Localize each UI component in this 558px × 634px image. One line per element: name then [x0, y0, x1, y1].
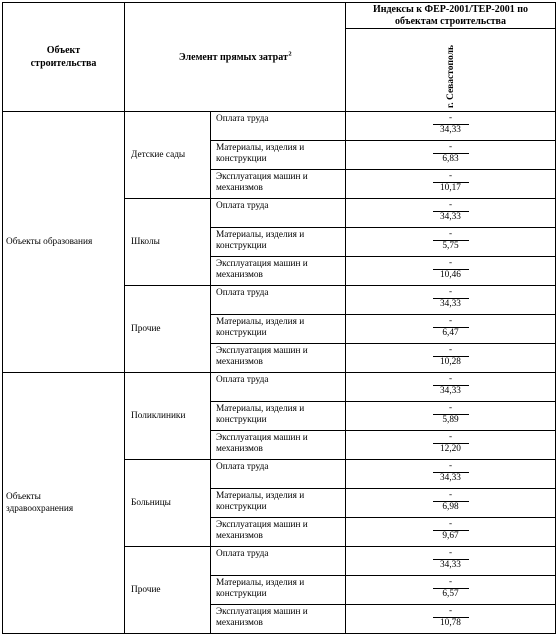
index-fraction: [433, 547, 469, 573]
index-value-cell: [346, 431, 556, 460]
cost-element-cell: [211, 605, 346, 634]
index-denominator: 10,17: [440, 183, 461, 193]
index-fraction: [433, 605, 469, 631]
index-denominator: 34,33: [440, 386, 461, 396]
index-denominator: 34,33: [440, 560, 461, 570]
index-fraction: [433, 228, 469, 254]
index-value-cell: [346, 315, 556, 344]
index-denominator: 9,67: [442, 531, 459, 541]
object-group-name: Объекты образования: [6, 237, 93, 247]
index-denominator: 34,33: [440, 125, 461, 135]
cost-element-cell: [211, 518, 346, 547]
index-fraction: [433, 460, 469, 486]
cost-element-label: Эксплуатация машин и механизмов: [216, 172, 308, 193]
index-numerator: -: [448, 519, 453, 529]
index-value-cell: [346, 344, 556, 373]
index-numerator: -: [448, 258, 453, 268]
cost-element-cell: [211, 141, 346, 170]
index-numerator: -: [448, 461, 453, 471]
header-element-label: Элемент прямых затрат: [178, 51, 288, 63]
object-subgroup-cell: [125, 373, 211, 460]
index-numerator: -: [448, 403, 453, 413]
index-numerator: -: [448, 432, 453, 442]
index-fraction: [433, 518, 469, 544]
object-subgroup-cell: [125, 112, 211, 199]
index-numerator: -: [448, 171, 453, 181]
cost-element-label: Эксплуатация машин и механизмов: [216, 346, 308, 367]
index-table: [2, 2, 556, 634]
index-denominator: 34,33: [440, 212, 461, 222]
header-element-footnote: 2: [288, 50, 292, 58]
cost-element-label: Эксплуатация машин и механизмов: [216, 259, 308, 280]
index-value-cell: [346, 228, 556, 257]
cost-element-label: Оплата труда: [216, 114, 269, 124]
object-subgroup-name: Поликлиники: [131, 411, 186, 421]
index-denominator: 10,78: [440, 618, 461, 628]
index-value-cell: [346, 286, 556, 315]
index-fraction: [433, 315, 469, 341]
index-value-cell: [346, 460, 556, 489]
cost-element-label: Материалы, изделия и конструкции: [216, 491, 305, 512]
index-fraction: [433, 344, 469, 370]
index-numerator: -: [448, 577, 453, 587]
index-value-cell: [346, 112, 556, 141]
cost-element-cell: [211, 257, 346, 286]
header-indices: [346, 3, 556, 29]
index-denominator: 10,28: [440, 357, 461, 367]
index-value-cell: [346, 170, 556, 199]
cost-element-label: Материалы, изделия и конструкции: [216, 143, 305, 164]
header-city-label: г. Севастополь: [445, 44, 456, 108]
cost-element-cell: [211, 460, 346, 489]
index-numerator: -: [448, 606, 453, 616]
cost-element-cell: [211, 228, 346, 257]
cost-element-label: Оплата труда: [216, 288, 269, 298]
index-numerator: -: [448, 229, 453, 239]
index-denominator: 5,89: [442, 415, 459, 425]
index-numerator: -: [448, 113, 453, 123]
index-fraction: [433, 170, 469, 196]
index-denominator: 12,20: [440, 444, 461, 454]
cost-element-cell: [211, 286, 346, 315]
table-row: [3, 373, 556, 402]
index-denominator: 6,47: [442, 328, 459, 338]
table-row: [3, 112, 556, 141]
index-numerator: -: [448, 490, 453, 500]
header-object-label: Объект строительства: [30, 45, 97, 69]
index-fraction: [433, 112, 469, 138]
object-group-name: Объекты здравоохранения: [6, 492, 74, 514]
index-value-cell: [346, 489, 556, 518]
cost-element-cell: [211, 199, 346, 228]
index-denominator: 6,98: [442, 502, 459, 512]
cost-element-cell: [211, 344, 346, 373]
index-value-cell: [346, 141, 556, 170]
index-denominator: 6,83: [442, 154, 459, 164]
index-value-cell: [346, 605, 556, 634]
header-element: [125, 3, 346, 112]
index-numerator: -: [448, 316, 453, 326]
cost-element-cell: [211, 112, 346, 141]
cost-element-cell: [211, 431, 346, 460]
cost-element-label: Оплата труда: [216, 201, 269, 211]
index-fraction: [433, 576, 469, 602]
index-fraction: [433, 402, 469, 428]
object-subgroup-cell: [125, 547, 211, 634]
index-value-cell: [346, 576, 556, 605]
index-value-cell: [346, 373, 556, 402]
index-table-body: [3, 3, 556, 634]
object-subgroup-name: Детские сады: [131, 150, 186, 160]
object-subgroup-name: Прочие: [131, 324, 161, 334]
object-subgroup-cell: [125, 199, 211, 286]
index-value-cell: [346, 518, 556, 547]
cost-element-label: Эксплуатация машин и механизмов: [216, 607, 308, 628]
index-fraction: [433, 373, 469, 399]
index-fraction: [433, 286, 469, 312]
index-value-cell: [346, 199, 556, 228]
index-fraction: [433, 199, 469, 225]
cost-element-cell: [211, 576, 346, 605]
index-numerator: -: [448, 548, 453, 558]
index-fraction: [433, 431, 469, 457]
cost-element-cell: [211, 402, 346, 431]
header-city: [346, 29, 556, 112]
cost-element-label: Оплата труда: [216, 375, 269, 385]
cost-element-label: Материалы, изделия и конструкции: [216, 404, 305, 425]
index-numerator: -: [448, 345, 453, 355]
cost-element-label: Материалы, изделия и конструкции: [216, 578, 305, 599]
index-fraction: [433, 257, 469, 283]
cost-element-label: Эксплуатация машин и механизмов: [216, 520, 308, 541]
index-numerator: -: [448, 287, 453, 297]
index-value-cell: [346, 257, 556, 286]
index-denominator: 5,75: [442, 241, 459, 251]
cost-element-label: Материалы, изделия и конструкции: [216, 230, 305, 251]
cost-element-cell: [211, 170, 346, 199]
object-group-cell: [3, 112, 125, 373]
cost-element-label: Оплата труда: [216, 462, 269, 472]
index-denominator: 10,46: [440, 270, 461, 280]
index-numerator: -: [448, 200, 453, 210]
cost-element-cell: [211, 373, 346, 402]
cost-element-label: Оплата труда: [216, 549, 269, 559]
header-object: [3, 3, 125, 112]
object-subgroup-cell: [125, 460, 211, 547]
cost-element-label: Эксплуатация машин и механизмов: [216, 433, 308, 454]
index-fraction: [433, 489, 469, 515]
header-indices-label: Индексы к ФЕР-2001/ТЕР-2001 по объектам строительства: [372, 4, 529, 27]
object-subgroup-name: Прочие: [131, 585, 161, 595]
cost-element-cell: [211, 489, 346, 518]
index-denominator: 34,33: [440, 473, 461, 483]
index-value-cell: [346, 547, 556, 576]
index-numerator: -: [448, 142, 453, 152]
cost-element-cell: [211, 315, 346, 344]
index-denominator: 34,33: [440, 299, 461, 309]
index-fraction: [433, 141, 469, 167]
object-subgroup-name: Школы: [131, 237, 160, 247]
index-value-cell: [346, 402, 556, 431]
index-denominator: 6,57: [442, 589, 459, 599]
cost-element-cell: [211, 547, 346, 576]
cost-element-label: Материалы, изделия и конструкции: [216, 317, 305, 338]
object-subgroup-name: Больницы: [131, 498, 171, 508]
object-group-cell: [3, 373, 125, 634]
index-numerator: -: [448, 374, 453, 384]
object-subgroup-cell: [125, 286, 211, 373]
header-row: [3, 3, 556, 29]
